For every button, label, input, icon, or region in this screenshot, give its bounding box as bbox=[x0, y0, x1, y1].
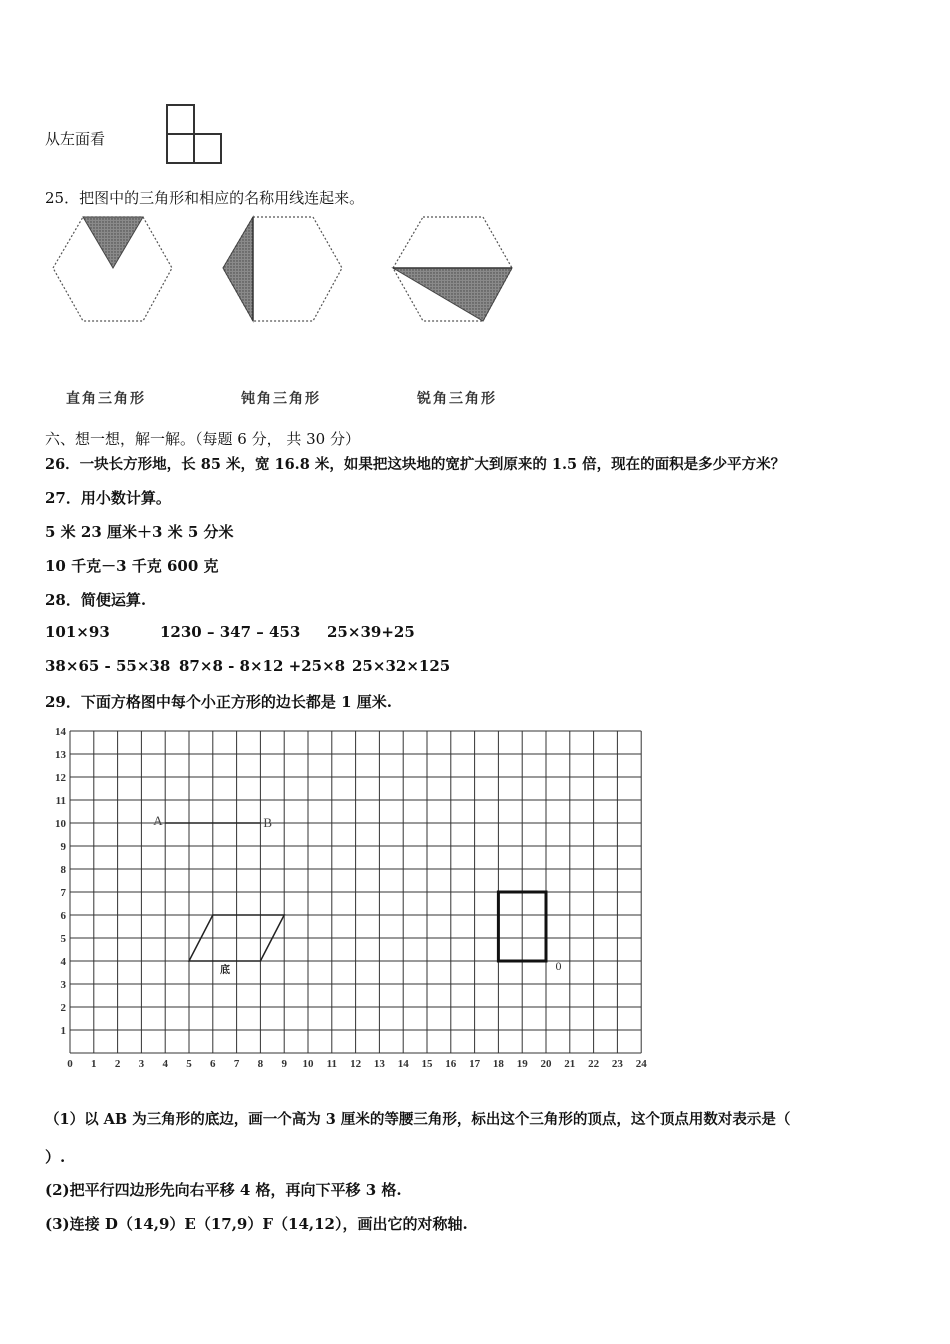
q29-sub1-line1: （1）以 AB 为三角形的底边，画一个高为 3 厘米的等腰三角形，标出这个三角形的顶点，这个顶点用数对表示是（ bbox=[45, 1111, 791, 1128]
x-tick-label: 21 bbox=[564, 1058, 576, 1070]
q29-sub1-line2: ）. bbox=[45, 1148, 66, 1166]
q28-expr-1: 101×93 bbox=[45, 623, 110, 641]
q27-line-2: 10 千克－3 千克 600 克 bbox=[45, 557, 219, 575]
y-tick-label: 13 bbox=[55, 749, 66, 761]
x-tick-label: 16 bbox=[445, 1058, 457, 1070]
hexagon-figure-2 bbox=[218, 212, 348, 328]
x-tick-label: 20 bbox=[540, 1058, 552, 1070]
x-tick-label: 4 bbox=[162, 1058, 168, 1070]
x-tick-label: 18 bbox=[492, 1058, 504, 1070]
y-tick-label: 11 bbox=[55, 795, 66, 807]
x-tick-label: 13 bbox=[373, 1058, 385, 1070]
o-label: 0 bbox=[555, 959, 562, 973]
q25-title: 25．把图中的三角形和相应的名称用线连起来。 bbox=[45, 189, 365, 207]
x-tick-label: 10 bbox=[302, 1058, 314, 1070]
y-tick-label: 6 bbox=[60, 910, 66, 922]
x-tick-label: 15 bbox=[421, 1058, 433, 1070]
q28-expr-2: 1230 – 347 – 453 bbox=[160, 623, 301, 641]
q26-text: 26．一块长方形地，长 85 米，宽 16.8 米，如果把这块地的宽扩大到原来的 1.5 倍，现在的面积是多少平方米？ bbox=[45, 456, 786, 473]
x-tick-label: 24 bbox=[635, 1058, 647, 1070]
y-tick-label: 4 bbox=[60, 956, 66, 968]
x-tick-label: 7 bbox=[233, 1058, 240, 1070]
section6-heading: 六、想一想，解一解。（每题 6 分， 共 30 分） bbox=[45, 430, 360, 448]
y-tick-label: 7 bbox=[60, 887, 66, 899]
q28-expr-6: 25×32×125 bbox=[352, 657, 451, 675]
x-tick-label: 2 bbox=[114, 1058, 121, 1070]
x-tick-label: 6 bbox=[210, 1058, 216, 1070]
x-tick-label: 8 bbox=[257, 1058, 264, 1070]
q28-expr-4: 38×65 - 55×38 bbox=[45, 657, 171, 675]
q28-expr-5: 87×8 - 8×12 +25×8 bbox=[179, 657, 346, 675]
q27-title: 27．用小数计算。 bbox=[45, 489, 171, 507]
hexagon-figure-3 bbox=[388, 212, 518, 328]
q28-expr-3: 25×39+25 bbox=[327, 623, 415, 641]
y-tick-label: 12 bbox=[55, 772, 66, 784]
y-tick-label: 2 bbox=[60, 1002, 66, 1014]
y-tick-label: 3 bbox=[60, 979, 66, 991]
point-a-label: A bbox=[153, 813, 163, 828]
triangle-name-right: 直角三角形 bbox=[66, 391, 146, 407]
y-tick-label: 9 bbox=[60, 841, 66, 853]
point-b-label: B bbox=[263, 815, 273, 830]
q29-sub2: (2)把平行四边形先向右平移 4 格，再向下平移 3 格. bbox=[45, 1181, 402, 1199]
y-tick-label: 5 bbox=[60, 933, 66, 945]
x-tick-label: 17 bbox=[469, 1058, 481, 1070]
triangle-name-acute: 锐角三角形 bbox=[417, 391, 497, 407]
left-view-figure bbox=[163, 102, 227, 166]
x-tick-label: 12 bbox=[350, 1058, 362, 1070]
coordinate-grid bbox=[40, 722, 670, 1074]
q29-title: 29．下面方格图中每个小正方形的边长都是 1 厘米. bbox=[45, 693, 392, 711]
x-tick-label: 3 bbox=[138, 1058, 145, 1070]
hexagon-figure-1 bbox=[48, 212, 178, 328]
x-tick-label: 9 bbox=[281, 1058, 287, 1070]
left-view-label: 从左面看 bbox=[45, 130, 106, 148]
x-tick-label: 11 bbox=[326, 1058, 338, 1070]
q29-sub3: (3)连接 D（14,9）E（17,9）F（14,12），画出它的对称轴. bbox=[45, 1215, 468, 1233]
q28-title: 28．简便运算. bbox=[45, 591, 147, 609]
x-tick-label: 19 bbox=[516, 1058, 528, 1070]
x-tick-label: 0 bbox=[67, 1058, 73, 1070]
x-tick-label: 14 bbox=[397, 1058, 409, 1070]
x-tick-label: 1 bbox=[91, 1058, 97, 1070]
y-tick-label: 14 bbox=[55, 726, 66, 738]
x-tick-label: 5 bbox=[186, 1058, 192, 1070]
x-tick-label: 23 bbox=[611, 1058, 623, 1070]
base-label: 底 bbox=[219, 965, 230, 976]
x-tick-label: 22 bbox=[588, 1058, 600, 1070]
y-tick-label: 10 bbox=[55, 818, 66, 830]
q27-line-1: 5 米 23 厘米＋3 米 5 分米 bbox=[45, 523, 234, 541]
y-tick-label: 1 bbox=[60, 1025, 66, 1037]
triangle-name-obtuse: 钝角三角形 bbox=[241, 391, 321, 407]
y-tick-label: 8 bbox=[60, 864, 66, 876]
